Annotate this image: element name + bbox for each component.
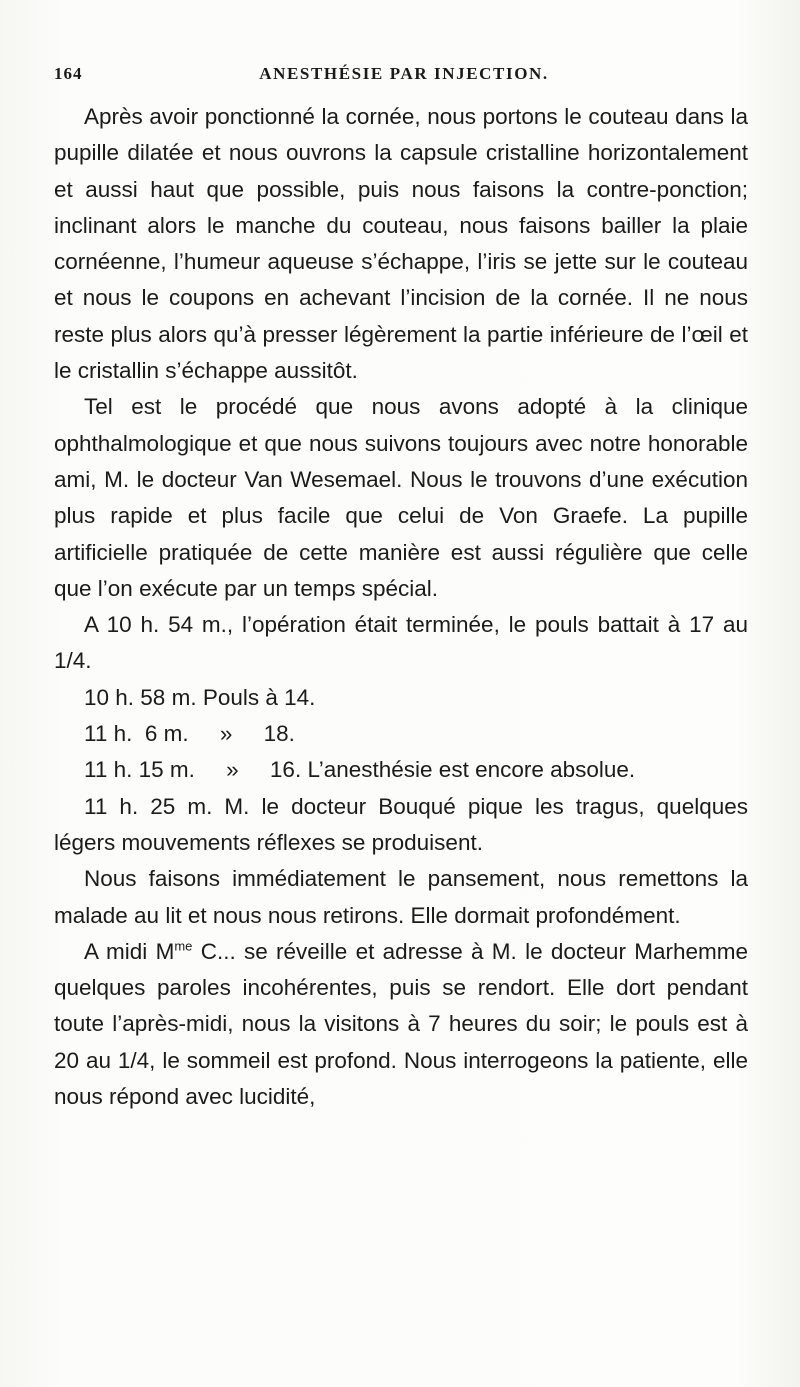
paragraph-dressing: Nous faisons immédiatement le pansement, nous remettons la malade au lit et nous nous retirons. Elle dormait profondément. <box>54 866 748 928</box>
paragraph-noon <box>54 934 748 1115</box>
page-number: 164 <box>54 64 83 83</box>
time-entry-1115: 11 h. 15 m. » 16. L’anesthésie est encore absolue. <box>84 757 636 783</box>
paragraph-procedure: Tel est le procédé que nous avons adopté à la clinique ophthalmologique et que nous suivons toujours avec notre honorable ami, M. le docteur Van Wesemael. Nous le trouvons d’une exécution plus rapide et plus facile que celui de Von Graefe. La pupille artificielle pratiquée de cette manière est aussi régulière que celle que l’on exécute par un temps spécial. <box>54 394 748 601</box>
noon-text-rest: C... se réveille et adresse à M. le docteur Marhemme quelques paroles incohérentes, puis se rendort. Elle dort pendant toute l’après-midi, nous la visitons à 7 heures du soir; le pouls est à 20 au 1/4, le sommeil est profond. Nous interrogeons la patiente, elle nous répond avec lucidité, <box>54 938 748 1110</box>
time-entry-1106: 11 h. 6 m. » 18. <box>84 721 295 747</box>
running-head: ANESTHÉSIE PAR INJECTION. <box>259 64 549 83</box>
paragraph-end-time: A 10 h. 54 m., l’opération était terminée, le pouls battait à 17 au 1/4. <box>54 612 748 674</box>
madame-superscript: me <box>174 938 193 954</box>
noon-text-start: A midi M <box>84 938 175 964</box>
paragraph-operation: Après avoir ponctionné la cornée, nous portons le couteau dans la pupille dilatée et nous ouvrons la capsule cristalline horizontalement et aussi haut que possible, puis nous faisons la contre-ponction; inclinant alors le manche du couteau, nous faisons bailler la plaie cornéenne, l’humeur aqueuse s’échappe, l’iris se jette sur le couteau et nous le coupons en achevant l’incision de la cornée. Il ne nous reste plus alors qu’à presser légèrement la partie inférieure de l’œil et le cristallin s’échappe aussitôt. <box>54 104 748 384</box>
paragraph-1125: 11 h. 25 m. M. le docteur Bouqué pique les tragus, quelques légers mouvements réflexes se produisent. <box>54 793 748 855</box>
body-text <box>54 99 748 1115</box>
time-entry-1058: 10 h. 58 m. Pouls à 14. <box>84 684 316 710</box>
page-header <box>54 58 754 88</box>
